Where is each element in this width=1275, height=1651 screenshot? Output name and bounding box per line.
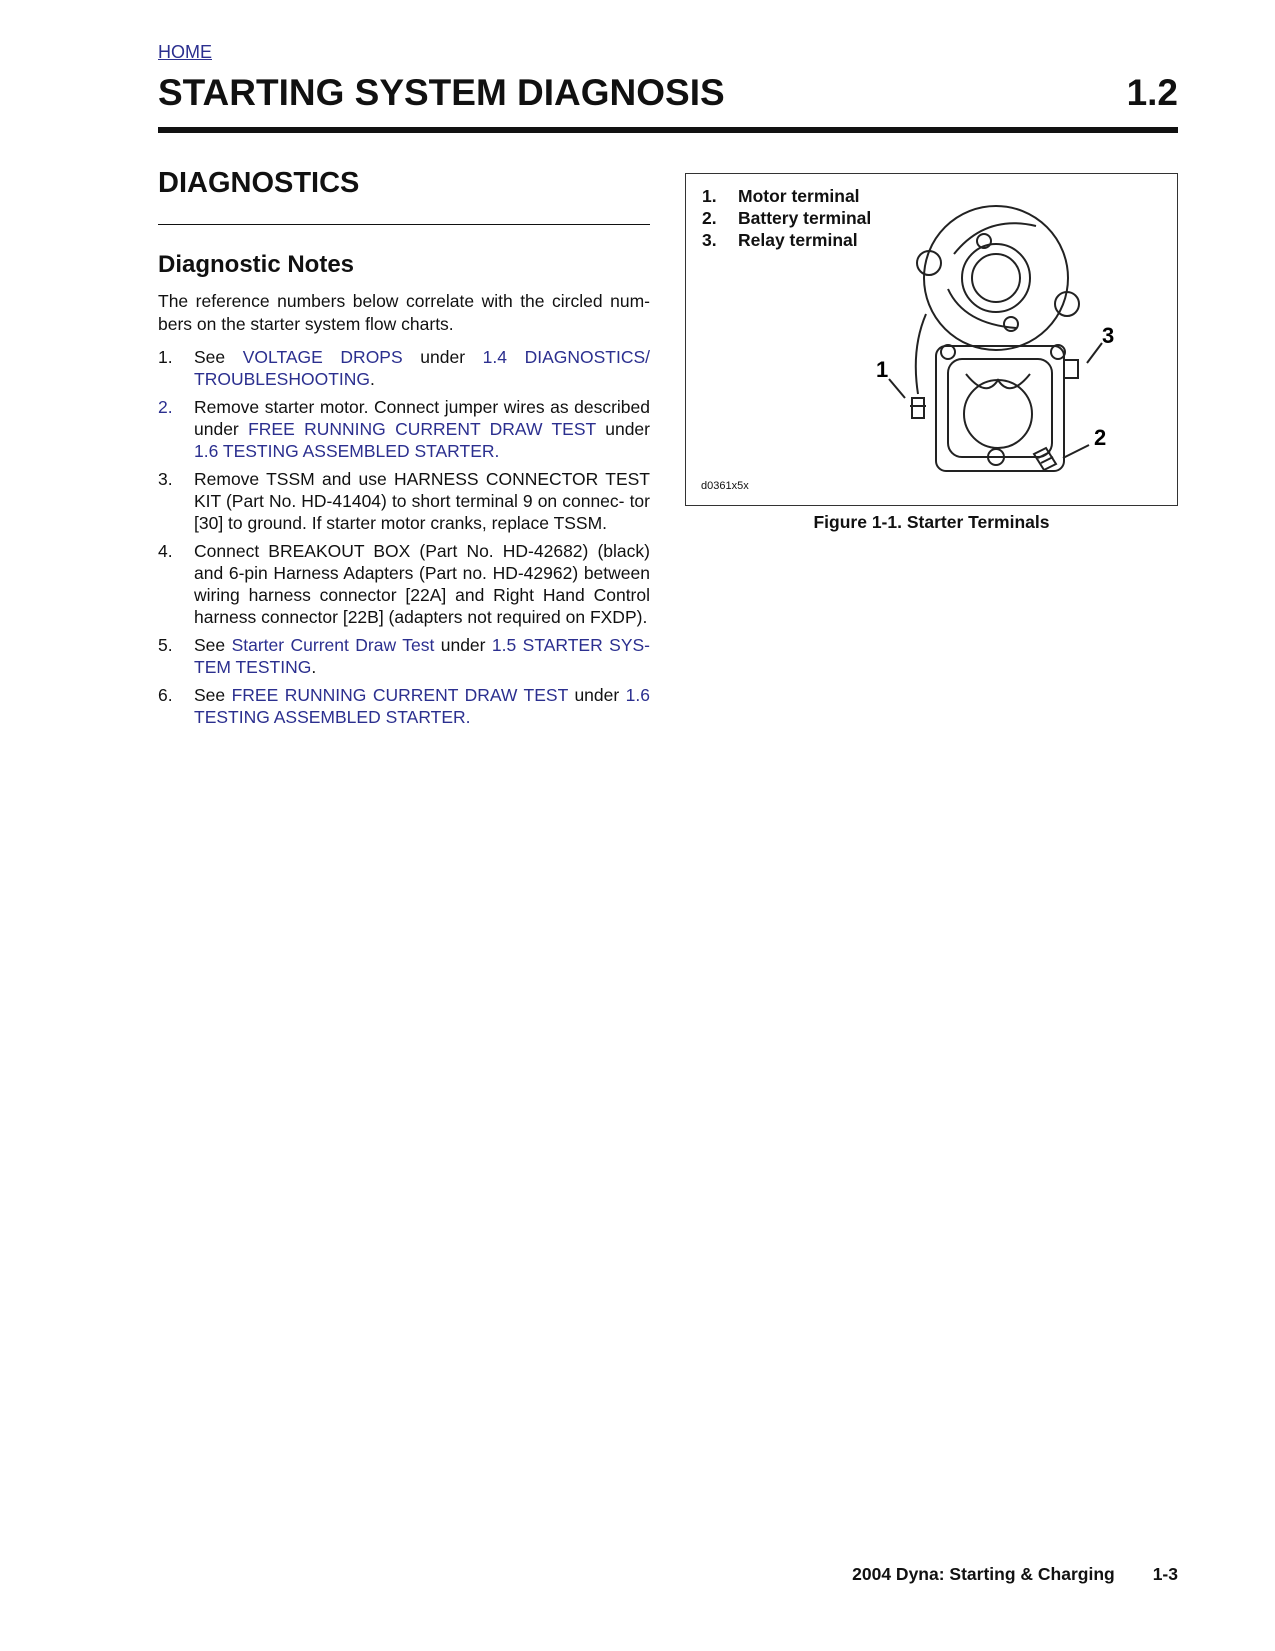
legend-item — [702, 229, 871, 251]
legend-number: 3. — [702, 230, 717, 250]
note-text: under — [567, 685, 626, 705]
legend-label: Relay terminal — [738, 230, 858, 250]
note-number: 2. — [158, 397, 173, 417]
note-number: 5. — [158, 635, 173, 655]
footer-publication: 2004 Dyna: Starting & Charging — [852, 1564, 1115, 1584]
note-text: . — [370, 369, 375, 389]
note-text: Remove starter motor. Connect jumper wires as described under — [194, 397, 650, 439]
note-text: See — [194, 347, 243, 367]
note-link[interactable]: 1.5 STARTER SYS- TEM TESTING — [194, 635, 650, 677]
note-link[interactable]: 1.4 DIAGNOSTICS/ TROUBLESHOOTING — [194, 347, 651, 389]
home-link[interactable]: HOME — [158, 42, 212, 62]
note-text: Connect BREAKOUT BOX (Part No. HD-42682) (black) and 6-pin Harness Adapters (Part no. HD-42962) between wiring harness connector [22A] and Right Hand Control harness connector [22B] (adapters not required on FXDP). — [194, 541, 650, 627]
note-text: under — [595, 419, 650, 439]
legend-label: Motor terminal — [738, 186, 860, 206]
note-link[interactable]: VOLTAGE DROPS — [242, 347, 403, 367]
callout-1: 1 — [876, 357, 889, 382]
note-text: . — [311, 657, 317, 677]
note-item — [158, 346, 650, 390]
note-number: 3. — [158, 469, 173, 489]
note-number: 6. — [158, 685, 173, 705]
note-link[interactable]: 1.6 TESTING ASSEMBLED STARTER. — [194, 685, 650, 727]
note-number: 1. — [158, 347, 173, 367]
legend-number: 2. — [702, 208, 717, 228]
starter-figure — [685, 173, 1178, 506]
note-link[interactable]: FREE RUNNING CURRENT DRAW TEST — [231, 685, 568, 705]
callout-2: 2 — [1094, 425, 1107, 450]
note-item — [158, 684, 650, 728]
page-title: STARTING SYSTEM DIAGNOSIS — [158, 72, 725, 113]
note-text: under — [402, 347, 483, 367]
figure-image-id: d0361x5x — [701, 480, 749, 492]
diagnostics-heading: DIAGNOSTICS — [158, 167, 360, 199]
legend-label: Battery terminal — [738, 208, 872, 228]
legend-item — [702, 207, 871, 229]
diagnostic-notes-heading: Diagnostic Notes — [158, 251, 355, 278]
footer-page-number: 1-3 — [1152, 1564, 1178, 1584]
note-text: Remove TSSM and use HARNESS CONNECTOR TEST KIT (Part No. HD-41404) to short terminal 9 on connec- tor [30] to ground. If starter motor cranks, replace TSSM. — [194, 469, 650, 533]
intro-paragraph: The reference numbers below correlate with the circled num- bers on the starter system flow charts. — [158, 291, 650, 334]
figure-legend — [702, 185, 871, 251]
figure-caption: Figure 1-1. Starter Terminals — [813, 512, 1050, 532]
note-item — [158, 396, 650, 462]
legend-item — [702, 185, 871, 207]
title-rule — [158, 127, 1178, 133]
section-number: 1.2 — [1126, 72, 1178, 113]
notes-list — [158, 346, 650, 728]
note-item — [158, 540, 650, 628]
callout-3: 3 — [1102, 323, 1115, 348]
page-footer — [852, 1564, 1178, 1585]
note-link[interactable]: FREE RUNNING CURRENT DRAW TEST — [248, 419, 596, 439]
note-number: 4. — [158, 541, 173, 561]
note-link[interactable]: Starter Current Draw Test — [231, 635, 435, 655]
heading-rule — [158, 224, 650, 225]
note-text: under — [434, 635, 492, 655]
note-item — [158, 634, 650, 678]
note-text: See — [194, 685, 232, 705]
legend-number: 1. — [702, 186, 717, 206]
note-item — [158, 468, 650, 534]
note-text: See — [194, 635, 232, 655]
note-link[interactable]: 1.6 TESTING ASSEMBLED STARTER. — [194, 441, 500, 461]
diagnostics-section — [158, 166, 650, 734]
